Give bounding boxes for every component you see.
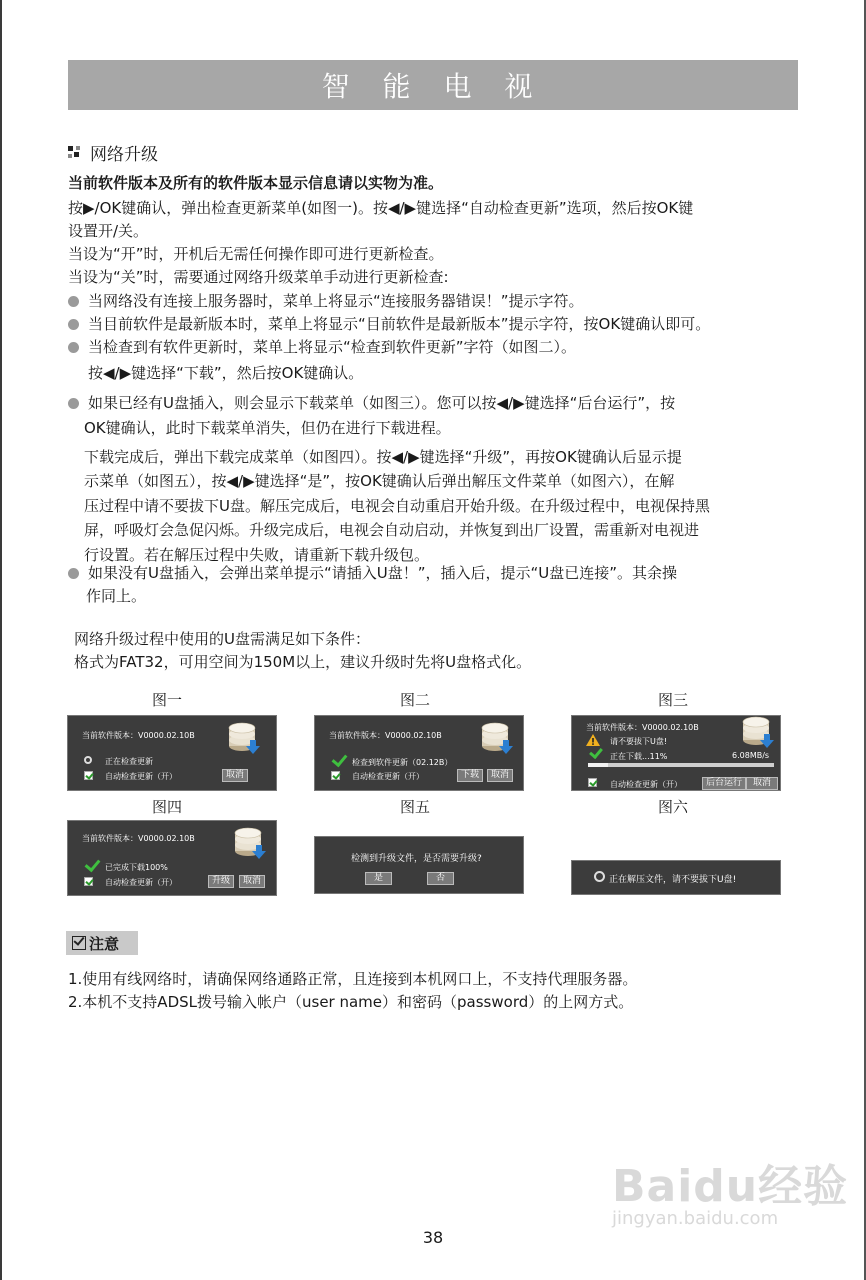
figure-5-screen [314, 836, 524, 894]
intro-line-4: 当设为“开”时，开机后无需任何操作即可进行更新检查。 [68, 245, 444, 263]
page-edge-left [0, 0, 2, 1280]
figure-label: 图二 [399, 691, 430, 709]
status-text: 正在下载...11% [610, 752, 668, 761]
bullet-item: 当网络没有连接上服务器时，菜单上将显示“连接服务器错误！”提示字符。 [68, 290, 584, 313]
note-item: 2.本机不支持ADSL拨号输入帐户（user name）和密码（password）的上网方式。 [68, 993, 634, 1011]
bullet-dot [68, 568, 79, 579]
usb-requirement-title: 网络升级过程中使用的U盘需满足如下条件： [74, 630, 370, 648]
checkbox-icon [84, 771, 93, 780]
cancel-button[interactable]: 取消 [746, 777, 778, 790]
progress-bar [588, 763, 774, 767]
progress-fill [588, 763, 608, 767]
figure-label: 图六 [657, 798, 688, 816]
chapter-title: 智 能 电 视 [321, 70, 545, 103]
database-download-icon [742, 714, 774, 750]
warning-icon [586, 734, 600, 746]
bullet-3-continuation: 按◀/▶键选择“下载”，然后按OK键确认。 [88, 364, 364, 382]
checkbox-icon [331, 771, 340, 780]
figure-label: 图一 [151, 691, 182, 709]
status-text: 检查到软件更新（02.12B） [352, 758, 453, 767]
loading-icon [84, 756, 92, 764]
section-heading [68, 140, 158, 165]
auto-update-text: 自动检查更新（开） [610, 780, 682, 789]
database-download-icon [234, 825, 266, 861]
version-text: 当前软件版本：V0000.02.10B [586, 723, 699, 732]
section-title: 网络升级 [90, 145, 158, 165]
status-text: 正在解压文件，请不要拔下U盘! [609, 875, 737, 885]
loading-icon [594, 871, 605, 882]
figure-1-screen [67, 715, 277, 791]
intro-line-2: 按▶/OK键确认，弹出检查更新菜单(如图一)。按◀/▶键选择“自动检查更新”选项，然后按OK键 [68, 199, 694, 217]
note-check-icon [72, 936, 86, 950]
speed-text: 6.08MB/s [732, 751, 770, 760]
bullet-item: 如果没有U盘插入，会弹出菜单提示“请插入U盘！”，插入后，提示“U盘已连接”。其余操 [68, 562, 677, 585]
note-title: 注意 [89, 934, 120, 953]
watermark-brand: Baidu经验 [612, 1161, 849, 1212]
bullet-dot [68, 342, 79, 353]
upgrade-button[interactable]: 升级 [208, 875, 234, 888]
auto-update-text: 自动检查更新（开） [105, 878, 177, 887]
watermark-url: jingyan.baidu.com [612, 1208, 779, 1229]
download-button[interactable]: 下载 [457, 769, 483, 782]
bullet-dot [68, 296, 79, 307]
bullet-4-body: OK键确认，此时下载菜单消失，但仍在进行下载进程。 下载完成后，弹出下载完成菜单（如图四）。按◀/▶键选择“升级”，再按OK键确认后显示提 示菜单（如图五），按◀/▶键选择“是”，按OK键确认后弹出解压文件菜单（如图六），在解 压过程中请不要拔下U盘。解压完成后，电视会自动重启开始升级。在升级过程中，电视保持黑 屏，呼吸灯会急促闪烁。升级完成后，电视会自动启动，并恢复到出厂设置，需重新对电视进 行设置。若在解压过程中失败，请重新下载升级包。 [84, 419, 710, 564]
figure-3-screen [571, 715, 781, 791]
bullet-item: 当检查到有软件更新时，菜单上将显示“检查到软件更新”字符（如图二）。 [68, 336, 576, 359]
intro-line-5: 当设为“关”时，需要通过网络升级菜单手动进行更新检查: [68, 268, 449, 286]
figure-label: 图三 [657, 691, 688, 709]
database-download-icon [228, 720, 260, 756]
note-badge [66, 931, 138, 955]
section-marker-icon [68, 146, 82, 160]
intro-line-1: 当前软件版本及所有的软件版本显示信息请以实物为准。 [68, 174, 444, 192]
chapter-header [68, 60, 798, 110]
warning-text: 请不要拔下U盘! [610, 737, 668, 746]
yes-button[interactable]: 是 [365, 872, 392, 885]
version-text: 当前软件版本：V0000.02.10B [82, 834, 195, 843]
database-download-icon [481, 720, 513, 756]
usb-requirement-detail: 格式为FAT32，可用空间为150M以上，建议升级时先将U盘格式化。 [74, 653, 532, 671]
note-item: 1.使用有线网络时，请确保网络通路正常，且连接到本机网口上，不支持代理服务器。 [68, 970, 638, 988]
status-text: 已完成下载100% [105, 863, 168, 872]
auto-update-text: 自动检查更新（开） [105, 772, 177, 781]
baidu-watermark [612, 1150, 848, 1229]
figure-2-screen [314, 715, 524, 791]
cancel-button[interactable]: 取消 [222, 769, 248, 782]
figure-6-screen [571, 860, 781, 895]
upgrade-question: 检测到升级文件，是否需要升级? [351, 854, 482, 864]
check-icon [589, 745, 603, 759]
check-icon [85, 856, 101, 873]
status-text: 正在检查更新 [105, 757, 153, 766]
background-run-button[interactable]: 后台运行 [702, 777, 746, 790]
checkbox-icon [84, 877, 93, 886]
bullet-item: 当目前软件是最新版本时，菜单上将显示“目前软件是最新版本”提示字符，按OK键确认即可。 [68, 313, 710, 336]
figure-label: 图四 [151, 798, 182, 816]
checkbox-icon [588, 778, 597, 787]
intro-line-3: 设置开/关。 [68, 222, 149, 240]
bullet-dot [68, 319, 79, 330]
bullet-dot [68, 398, 79, 409]
bullet-item: 如果已经有U盘插入，则会显示下载菜单（如图三）。您可以按◀/▶键选择“后台运行”，按 [68, 392, 675, 415]
figure-label: 图五 [399, 798, 430, 816]
cancel-button[interactable]: 取消 [487, 769, 513, 782]
bullet-5-continuation: 作同上。 [86, 587, 147, 605]
figure-4-screen [67, 820, 277, 896]
page-number: 38 [422, 1228, 444, 1247]
no-button[interactable]: 否 [427, 872, 454, 885]
version-text: 当前软件版本：V0000.02.10B [82, 731, 195, 740]
cancel-button[interactable]: 取消 [239, 875, 265, 888]
version-text: 当前软件版本：V0000.02.10B [329, 731, 442, 740]
check-icon [332, 751, 348, 768]
auto-update-text: 自动检查更新（开） [352, 772, 424, 781]
